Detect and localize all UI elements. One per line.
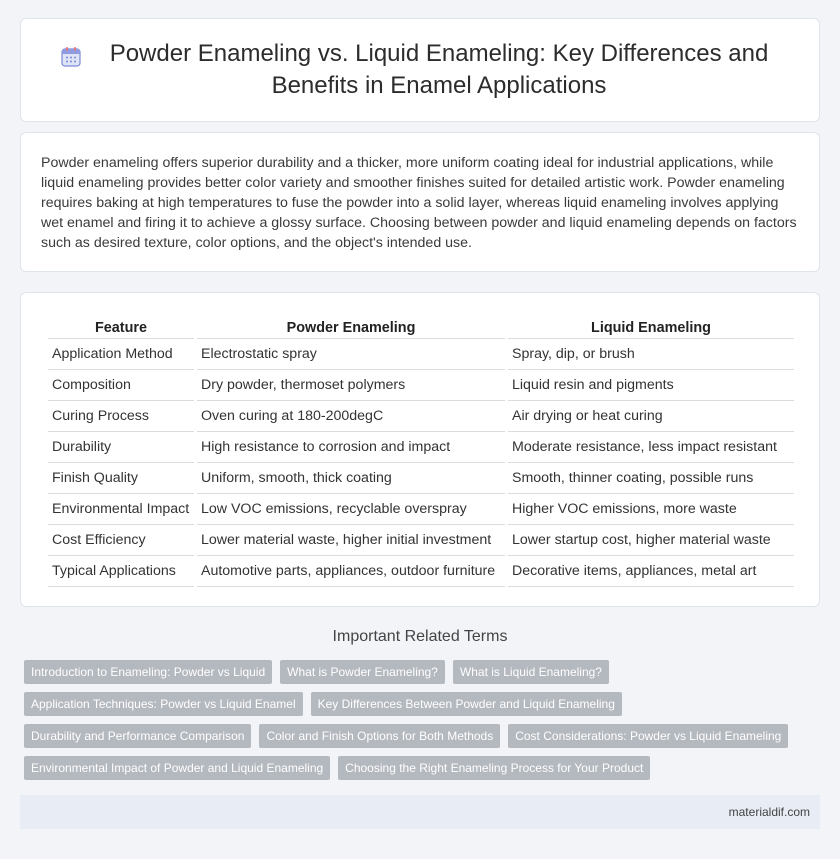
table-row xyxy=(48,432,794,463)
related-terms-title: Important Related Terms xyxy=(332,628,508,645)
intro-text: Powder enameling offers superior durability and a thicker, more uniform coating ideal for industrial applications, while liquid enameling provides better color variety and smoother finishes suited for detailed artistic work. Powder enameling requires baking at high temperatures to fuse the powder into a solid layer, whereas liquid enameling involves applying wet enamel and firing it to achieve a glossy surface. Choosing between powder and liquid enameling depends on factors such as desired texture, color options, and the object's intended use. xyxy=(41,155,797,251)
table-row xyxy=(48,339,794,370)
term-tag[interactable]: Color and Finish Options for Both Methods xyxy=(259,724,500,748)
feature-cell: Environmental Impact xyxy=(48,494,194,525)
powder-cell: Electrostatic spray xyxy=(197,339,505,370)
table-header-row xyxy=(48,313,794,339)
powder-cell: Uniform, smooth, thick coating xyxy=(197,463,505,494)
feature-cell: Composition xyxy=(48,370,194,401)
header-liquid: Liquid Enameling xyxy=(508,313,794,339)
feature-cell: Durability xyxy=(48,432,194,463)
powder-cell: High resistance to corrosion and impact xyxy=(197,432,505,463)
table-row xyxy=(48,370,794,401)
term-tag[interactable]: Introduction to Enameling: Powder vs Liquid xyxy=(24,660,272,684)
intro-card xyxy=(20,132,820,272)
term-tag[interactable]: What is Liquid Enameling? xyxy=(453,660,609,684)
term-tag[interactable]: Application Techniques: Powder vs Liquid Enamel xyxy=(24,692,303,716)
header-card xyxy=(20,18,820,122)
comparison-table-card xyxy=(20,292,820,607)
liquid-cell: Moderate resistance, less impact resistant xyxy=(508,432,794,463)
table-row xyxy=(48,463,794,494)
liquid-cell: Air drying or heat curing xyxy=(508,401,794,432)
feature-cell: Curing Process xyxy=(48,401,194,432)
table-row xyxy=(48,525,794,556)
liquid-cell: Lower startup cost, higher material waste xyxy=(508,525,794,556)
page-title: Powder Enameling vs. Liquid Enameling: Key Differences and Benefits in Enamel Applications xyxy=(109,40,769,99)
powder-cell: Oven curing at 180-200degC xyxy=(197,401,505,432)
liquid-cell: Liquid resin and pigments xyxy=(508,370,794,401)
term-tag[interactable]: What is Powder Enameling? xyxy=(280,660,445,684)
header-feature: Feature xyxy=(48,313,194,339)
calendar-icon xyxy=(60,46,82,68)
powder-cell: Dry powder, thermoset polymers xyxy=(197,370,505,401)
table-row xyxy=(48,401,794,432)
term-tag[interactable]: Key Differences Between Powder and Liquid Enameling xyxy=(311,692,622,716)
liquid-cell: Higher VOC emissions, more waste xyxy=(508,494,794,525)
header-powder: Powder Enameling xyxy=(197,313,505,339)
liquid-cell: Spray, dip, or brush xyxy=(508,339,794,370)
feature-cell: Cost Efficiency xyxy=(48,525,194,556)
table-row xyxy=(48,556,794,587)
related-terms xyxy=(24,660,824,788)
term-row xyxy=(24,724,824,748)
powder-cell: Low VOC emissions, recyclable overspray xyxy=(197,494,505,525)
footer xyxy=(20,795,820,829)
term-tag[interactable]: Cost Considerations: Powder vs Liquid Enameling xyxy=(508,724,788,748)
term-tag[interactable]: Environmental Impact of Powder and Liquid Enameling xyxy=(24,756,330,780)
term-row xyxy=(24,756,824,780)
powder-cell: Automotive parts, appliances, outdoor furniture xyxy=(197,556,505,587)
comparison-table xyxy=(45,313,797,587)
term-tag[interactable]: Durability and Performance Comparison xyxy=(24,724,251,748)
term-tag[interactable]: Choosing the Right Enameling Process for Your Product xyxy=(338,756,650,780)
feature-cell: Typical Applications xyxy=(48,556,194,587)
feature-cell: Application Method xyxy=(48,339,194,370)
title-wrap xyxy=(60,38,780,102)
feature-cell: Finish Quality xyxy=(48,463,194,494)
term-row xyxy=(24,660,824,684)
powder-cell: Lower material waste, higher initial investment xyxy=(197,525,505,556)
term-row xyxy=(24,692,824,716)
liquid-cell: Smooth, thinner coating, possible runs xyxy=(508,463,794,494)
footer-site-link[interactable]: materialdif.com xyxy=(728,805,810,819)
table-row xyxy=(48,494,794,525)
liquid-cell: Decorative items, appliances, metal art xyxy=(508,556,794,587)
